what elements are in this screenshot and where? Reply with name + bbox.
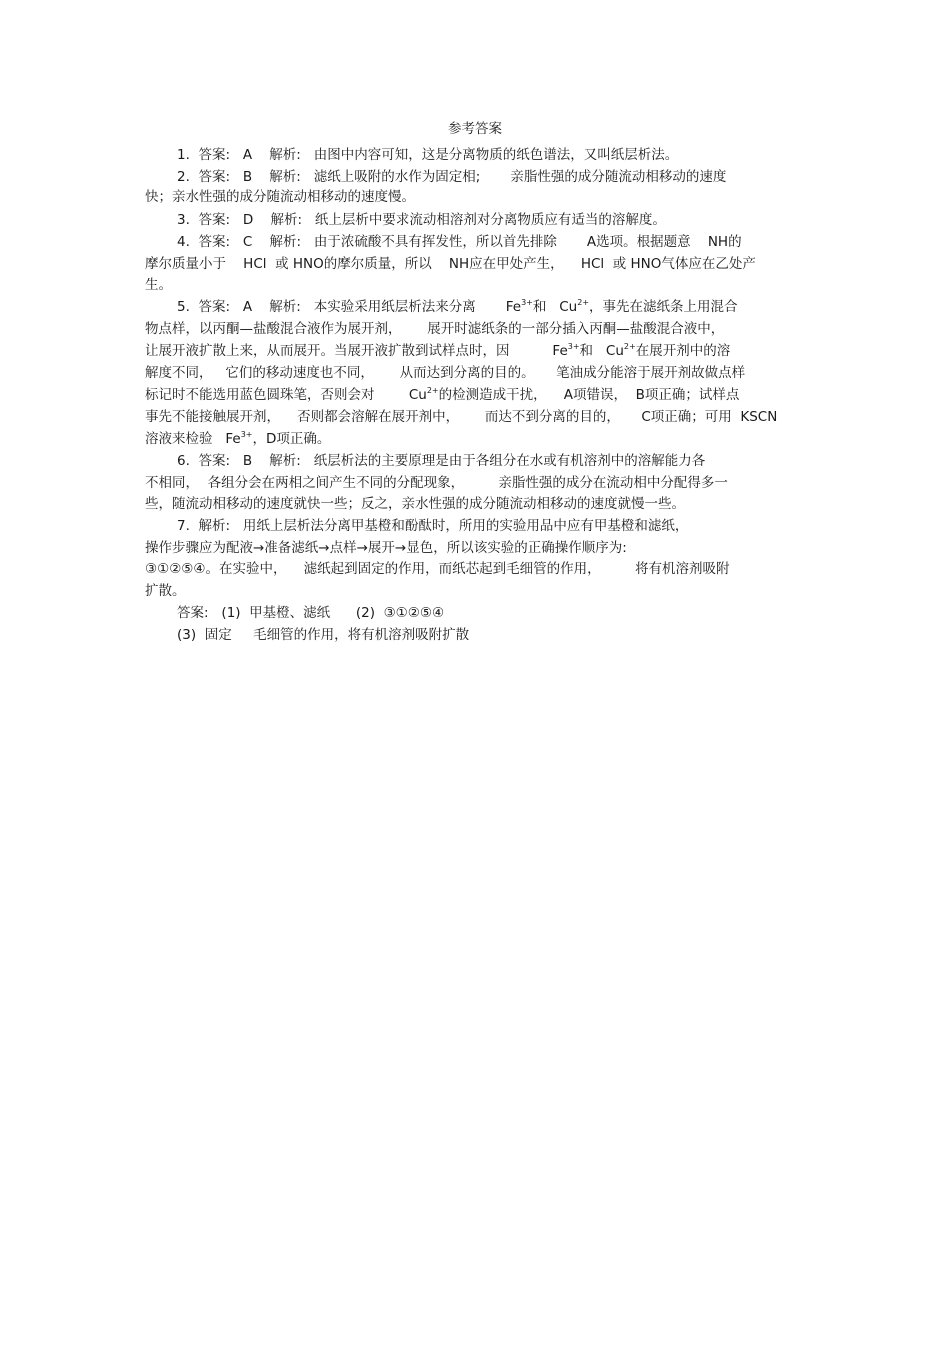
text-segment: 让展开液扩散上来，从而展开。当展开液扩散到试样点时，因 Fe xyxy=(145,343,568,359)
ion-charge: 3+ xyxy=(521,298,533,307)
ion-charge: 3+ xyxy=(240,430,253,439)
ion-charge: 2+ xyxy=(623,342,636,351)
ion-charge: 3+ xyxy=(567,342,580,351)
page-title: 参考答案 xyxy=(448,121,502,137)
text-segment: 不相同， 各组分会在两相之间产生不同的分配现象， 亲脂性强的成分在流动相中分配得多一 xyxy=(145,475,728,491)
text-segment: ，事先在滤纸条上用混合 xyxy=(589,299,738,315)
answer-7-line-5 xyxy=(177,604,825,622)
answer-5-line-3 xyxy=(145,342,825,360)
text-segment: 摩尔质量小于 HCl 或 HNO的摩尔质量，所以 NH应在甲处产生， HCl 或 HNO气体应在乙处产 xyxy=(145,256,756,272)
text-segment: 7. 解析: 用纸上层析法分离甲基橙和酚酞时，所用的实验用品中应有甲基橙和滤纸， xyxy=(177,518,689,534)
answer-2-line-1 xyxy=(177,168,825,186)
answer-5-line-4 xyxy=(145,364,825,382)
answer-5-line-7 xyxy=(145,430,825,448)
answer-6-line-1 xyxy=(177,452,825,470)
answer-7-line-3 xyxy=(145,560,825,578)
text-segment: 物点样，以丙酮—盐酸混合液作为展开剂， 展开时滤纸条的一部分插入丙酮—盐酸混合液中， xyxy=(145,321,725,337)
text-segment: 和 Cu xyxy=(532,299,578,315)
text-segment: 1. 答案: A 解析: 由图中内容可知，这是分离物质的纸色谱法，又叫纸层析法。 xyxy=(177,147,679,163)
text-segment: 扩散。 xyxy=(145,583,186,599)
text-segment: 溶液来检验 Fe xyxy=(145,431,241,447)
text-segment: 在展开剂中的溶 xyxy=(635,343,731,359)
answer-7-line-4 xyxy=(145,582,825,600)
ion-charge: 2+ xyxy=(426,386,439,395)
answer-4-line-3 xyxy=(145,276,825,294)
answer-5-line-2 xyxy=(145,320,825,338)
text-segment: 操作步骤应为配液→准备滤纸→点样→展开→显色，所以该实验的正确操作顺序为: xyxy=(145,540,627,556)
text-segment: ，D项正确。 xyxy=(252,431,331,447)
text-segment: 的检测造成干扰， A项错误， B项正确；试样点 xyxy=(438,387,740,403)
answer-1-line-1 xyxy=(177,146,825,164)
answer-3-line-1 xyxy=(177,211,825,229)
text-segment: 4. 答案: C 解析: 由于浓硫酸不具有挥发性，所以首先排除 A选项。根据题意 NH的 xyxy=(177,234,742,250)
text-segment: 事先不能接触展开剂， 否则都会溶解在展开剂中， 而达不到分离的目的， C项正确；可用 KSCN xyxy=(145,409,778,425)
answer-4-line-1 xyxy=(177,233,825,251)
text-segment: 2. 答案: B 解析: 滤纸上吸附的水作为固定相; 亲脂性强的成分随流动相移动的速度 xyxy=(177,169,727,185)
answer-4-line-2 xyxy=(145,255,825,273)
text-segment: 些，随流动相移动的速度就快一些；反之，亲水性强的成分随流动相移动的速度就慢一些。 xyxy=(145,496,685,512)
answer-5-line-5 xyxy=(145,386,825,404)
text-segment: 5. 答案: A 解析: 本实验采用纸层析法来分离 Fe xyxy=(177,299,522,315)
text-segment: ③①②⑤④。在实验中， 滤纸起到固定的作用，而纸芯起到毛细管的作用， 将有机溶剂吸附 xyxy=(145,561,730,577)
ion-charge: 2+ xyxy=(577,298,590,307)
text-segment: 3. 答案: D 解析: 纸上层析中要求流动相溶剂对分离物质应有适当的溶解度。 xyxy=(177,212,666,228)
answer-7-line-2 xyxy=(145,539,825,557)
text-segment: 标记时不能选用蓝色圆珠笔，否则会对 Cu xyxy=(145,387,427,403)
text-segment: 解度不同， 它们的移动速度也不同， 从而达到分离的目的。 笔油成分能溶于展开剂故做点样 xyxy=(145,365,746,381)
text-segment: 生。 xyxy=(145,277,172,293)
text-segment: 答案: (1) 甲基橙、滤纸 (2) ③①②⑤④ xyxy=(177,605,445,621)
answer-5-line-1 xyxy=(177,298,825,316)
answer-5-line-6 xyxy=(145,408,825,426)
text-segment: (3) 固定 毛细管的作用，将有机溶剂吸附扩散 xyxy=(177,627,470,643)
answer-6-line-2 xyxy=(145,474,825,492)
answer-7-line-1 xyxy=(177,517,825,535)
answer-6-line-3 xyxy=(145,495,825,513)
answer-2-line-2 xyxy=(145,188,825,206)
answer-7-line-6 xyxy=(177,626,825,644)
text-segment: 6. 答案: B 解析: 纸层析法的主要原理是由于各组分在水或有机溶剂中的溶解能力各 xyxy=(177,453,706,469)
text-segment: 和 Cu xyxy=(579,343,624,359)
text-segment: 快；亲水性强的成分随流动相移动的速度慢。 xyxy=(145,189,415,205)
